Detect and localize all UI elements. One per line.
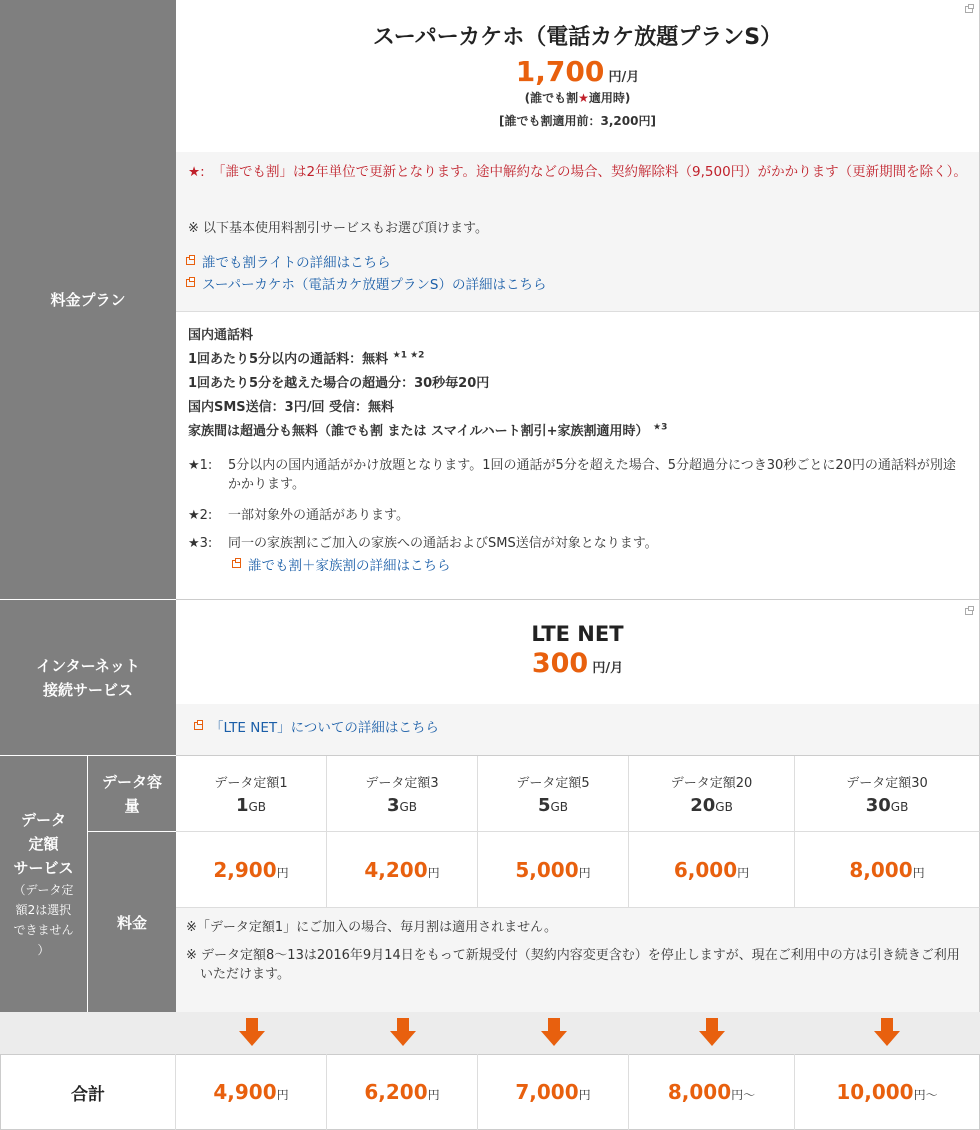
capacity-label-2: 量	[124, 796, 140, 815]
plan-size	[538, 795, 568, 816]
plan-size	[236, 795, 266, 816]
total-value	[364, 1080, 439, 1104]
plan-condition	[176, 89, 979, 106]
plan-before-discount: [誰でも割適用前：3,200円]	[499, 114, 656, 128]
total-suffix: 円	[276, 1088, 289, 1102]
plan-name: データ定額30	[846, 775, 928, 791]
total-cell	[327, 1054, 478, 1130]
fee-cell	[327, 832, 478, 908]
external-link-icon	[186, 279, 195, 287]
capacity-cell	[795, 756, 980, 832]
footnote-3	[188, 534, 958, 553]
total-cell	[795, 1054, 980, 1130]
condition-suffix: 適用時)	[588, 91, 631, 105]
total-amount: 8,000	[667, 1080, 732, 1104]
expand-icon[interactable]	[965, 6, 973, 13]
star-note	[188, 162, 968, 183]
total-suffix: 円〜	[913, 1088, 938, 1102]
fee-cell	[629, 832, 795, 908]
internet-row-label-1: インターネット	[36, 656, 140, 675]
data-label-note-1: （データ定	[13, 883, 74, 897]
data-label-2: 定額	[28, 835, 59, 853]
down-arrow-icon	[541, 1018, 567, 1048]
plan-size	[866, 795, 909, 816]
call-heading: 国内通話料	[188, 328, 254, 343]
plan-row-label	[0, 0, 176, 600]
link-lte-net-text[interactable]: 「LTE NET」についての詳細はこちら	[210, 720, 439, 736]
capacity-label-1: データ容	[101, 772, 162, 791]
internet-title: LTE NET	[531, 622, 624, 646]
plan-name: データ定額20	[670, 775, 753, 791]
plan-row-label-text: 料金プラン	[50, 291, 126, 309]
footnote-text: 同一の家族割にご加入の家族への通話およびSMS送信が対象となります。	[228, 536, 658, 551]
call-line4-sup: ★3	[653, 422, 668, 433]
total-value	[668, 1080, 755, 1104]
expand-icon[interactable]	[965, 608, 973, 615]
fee-amount: 4,200	[364, 857, 428, 882]
fee-cell	[176, 832, 327, 908]
plan-price-unit: 円/月	[608, 70, 640, 85]
capacity-label	[88, 756, 176, 832]
external-link-icon	[194, 722, 203, 730]
data-label-3: サービス	[13, 859, 74, 877]
total-value	[515, 1080, 590, 1104]
footnote-2	[188, 506, 958, 525]
total-suffix: 円〜	[731, 1088, 756, 1102]
footnote-text: 5分以内の国内通話がかけ放題となります。1回の通話が5分を超えた場合、5分超過分につき30秒ごとに20円の通話料が別途かかります。	[228, 458, 956, 492]
footnote-text: 一部対象外の通話があります。	[228, 508, 409, 523]
external-link-icon	[232, 560, 241, 568]
data-service-label	[0, 756, 88, 1012]
plan-size-value: 3	[386, 794, 400, 816]
condition-prefix: (誰でも割	[524, 91, 579, 105]
plan-size-unit: GB	[715, 799, 733, 814]
total-label-text: 合計	[71, 1084, 105, 1105]
plan-name: データ定額5	[516, 775, 590, 791]
plan-size-value: 5	[537, 794, 551, 816]
fee-label	[88, 832, 176, 1012]
plan-size-value: 20	[690, 794, 716, 816]
total-amount: 7,000	[515, 1080, 579, 1104]
link-super-kakeho-text[interactable]: スーパーカケホ（電話カケ放題プランS）の詳細はこちら	[202, 277, 547, 293]
capacity-cell	[478, 756, 629, 832]
footnote-mark: ★1:	[188, 458, 213, 473]
fee-yen: 円	[427, 865, 440, 880]
footnote-mark: ★3:	[188, 536, 213, 551]
link-family-discount-text[interactable]: 誰でも割＋家族割の詳細はこちら	[248, 558, 451, 574]
total-cell	[176, 1054, 327, 1130]
call-line1-text: 1回あたり5分以内の通話料：無料	[188, 352, 389, 367]
down-arrow-icon	[239, 1018, 265, 1048]
data-notes	[176, 908, 980, 1012]
plan-size-unit: GB	[248, 799, 267, 814]
plan-size	[690, 795, 733, 816]
star-icon: ★	[578, 91, 589, 105]
capacity-cell	[327, 756, 478, 832]
arrow-band	[0, 1012, 980, 1054]
total-label	[0, 1054, 176, 1130]
link-daredemo-light[interactable]	[186, 251, 391, 271]
internet-price	[176, 648, 979, 679]
link-family-discount[interactable]	[232, 554, 451, 574]
total-suffix: 円	[578, 1088, 591, 1102]
total-value	[213, 1080, 288, 1104]
plan-price	[176, 55, 979, 88]
plan-size-unit: GB	[890, 799, 909, 814]
total-amount: 6,200	[364, 1080, 428, 1104]
internet-row-label-2: 接続サービス	[42, 680, 133, 699]
total-value	[836, 1080, 937, 1104]
plan-call-section	[176, 312, 980, 600]
call-line2: 1回あたり5分を越えた場合の超過分：30秒毎20円	[188, 376, 490, 391]
internet-header	[176, 600, 980, 704]
fee-yen: 円	[276, 865, 289, 880]
plan-price-value: 1,700	[515, 55, 605, 88]
link-super-kakeho[interactable]	[186, 273, 546, 293]
total-suffix: 円	[427, 1088, 440, 1102]
fee-cell	[795, 832, 980, 908]
data-label-note-4: ）	[37, 943, 50, 957]
call-line1	[188, 348, 424, 367]
plan-size-value: 1	[235, 794, 249, 816]
internet-link-section	[176, 704, 980, 756]
star-note-text: 「誰でも割」は2年単位で更新となります。途中解約などの場合、契約解除料（9,500円）がかかります（更新期間を除く）。	[212, 164, 967, 180]
capacity-cell	[176, 756, 327, 832]
plan-name: データ定額3	[365, 775, 439, 791]
link-lte-net[interactable]	[194, 716, 439, 736]
total-cell	[629, 1054, 795, 1130]
fee-label-text: 料金	[116, 913, 147, 932]
plan-size-unit: GB	[550, 799, 569, 814]
plan-header	[176, 0, 980, 152]
footnote-1	[188, 456, 958, 494]
call-line4	[188, 420, 667, 439]
down-arrow-icon	[390, 1018, 416, 1048]
plan-size-unit: GB	[399, 799, 418, 814]
fee-amount: 2,900	[213, 857, 277, 882]
fee-yen: 円	[912, 865, 925, 880]
down-arrow-icon	[874, 1018, 900, 1048]
fee-cell	[478, 832, 629, 908]
plan-title: スーパーカケホ（電話カケ放題プランS）	[372, 25, 783, 50]
plan-notes-section	[176, 152, 980, 312]
fee-value	[674, 858, 749, 882]
plan-size-value: 30	[865, 794, 891, 816]
also-note: ※ 以下基本使用料割引サービスもお選び頂けます。	[188, 221, 488, 236]
capacity-cell	[629, 756, 795, 832]
data-note-1: ※「データ定額1」にご加入の場合、毎月割は適用されません。	[186, 920, 557, 935]
fee-value	[515, 858, 590, 882]
total-cell	[478, 1054, 629, 1130]
fee-amount: 6,000	[673, 857, 738, 882]
fee-amount: 8,000	[849, 857, 913, 882]
external-link-icon	[186, 257, 195, 265]
data-label-note-2: 額2は選択	[15, 903, 72, 917]
data-label-1: データ	[20, 811, 66, 829]
fee-value	[849, 858, 924, 882]
fee-value	[213, 858, 288, 882]
data-label-note-3: できません	[13, 923, 74, 937]
total-amount: 4,900	[213, 1080, 277, 1104]
internet-price-unit: 円/月	[592, 661, 624, 676]
call-line1-sup: ★1 ★2	[392, 350, 425, 361]
plan-size	[387, 795, 417, 816]
fee-value	[364, 858, 439, 882]
fee-yen: 円	[578, 865, 591, 880]
down-arrow-icon	[699, 1018, 725, 1048]
internet-price-value: 300	[531, 648, 589, 679]
data-note-2: ※ データ定額8〜13は2016年9月14日をもって新規受付（契約内容変更含む）を停止しますが、現在ご利用中の方は引き続きご利用いただけます。	[186, 948, 960, 982]
plan-name: データ定額1	[214, 775, 288, 791]
call-line3: 国内SMS送信：3円/回 受信：無料	[188, 400, 394, 415]
footnote-mark: ★2:	[188, 508, 213, 523]
link-daredemo-light-text[interactable]: 誰でも割ライトの詳細はこちら	[202, 255, 391, 271]
internet-row-label	[0, 600, 176, 756]
fee-yen: 円	[737, 865, 750, 880]
star-mark: ★:	[188, 164, 205, 180]
fee-amount: 5,000	[515, 857, 579, 882]
call-line4-text: 家族間は超過分も無料（誰でも割 または スマイルハート割引+家族割適用時）	[188, 424, 649, 439]
total-amount: 10,000	[836, 1080, 914, 1104]
